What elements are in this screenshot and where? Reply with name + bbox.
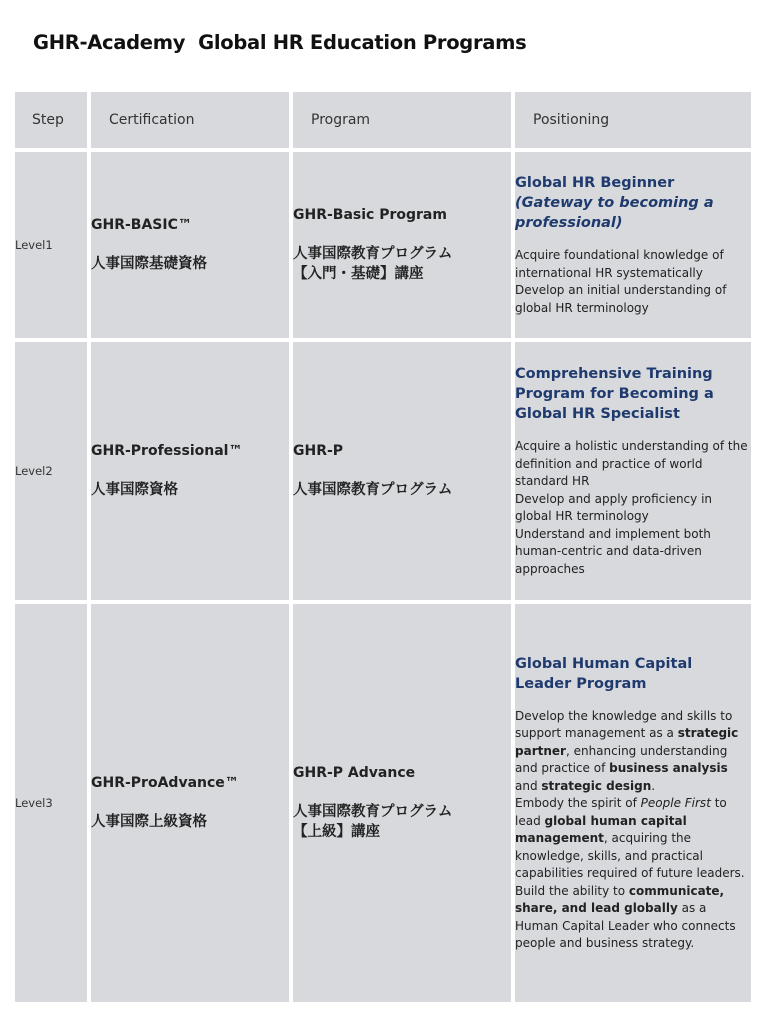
certification-jp: 人事国際資格	[91, 482, 178, 498]
page-title: GHR-Academy Global HR Education Programs	[33, 31, 527, 54]
program-cell	[293, 342, 511, 600]
table-row	[15, 152, 751, 338]
certification-name: GHR-Professional™	[91, 443, 243, 459]
program-cell	[293, 604, 511, 1002]
program-name: GHR-P	[293, 443, 344, 459]
header-row	[15, 92, 751, 148]
positioning-subtitle: (Gateway to becoming a professional)	[515, 195, 714, 231]
program-cell	[293, 152, 511, 338]
positioning-description: Acquire a holistic understanding of the definition and practice of world standard HR Develop and apply proficiency in global HR terminology Understand and implement both human-centric and data-driven approaches	[515, 439, 748, 576]
certification-cell	[91, 342, 289, 600]
certification-name: GHR-ProAdvance™	[91, 775, 239, 791]
program-jp: 人事国際教育プログラム 【上級】講座	[293, 804, 453, 840]
header-step: Step	[15, 92, 87, 148]
table-row	[15, 604, 751, 1002]
programs-table	[11, 88, 755, 1006]
positioning-title: Global HR Beginner (Gateway to becoming a professional)	[515, 173, 751, 233]
positioning-cell	[515, 152, 751, 338]
header-program: Program	[293, 92, 511, 148]
certification-jp: 人事国際基礎資格	[91, 256, 207, 272]
step-cell: Level2	[15, 342, 87, 600]
positioning-title: Global Human Capital Leader Program	[515, 655, 693, 692]
step-cell: Level3	[15, 604, 87, 1002]
program-jp: 人事国際教育プログラム 【入門・基礎】講座	[293, 246, 453, 282]
description-paragraph: Develop the knowledge and skills to support management as a strategic partner, enhancing understanding and practice of business analysis and strategic design.	[515, 708, 739, 793]
positioning-cell	[515, 342, 751, 600]
certification-cell	[91, 152, 289, 338]
positioning-description	[515, 708, 751, 953]
header-positioning: Positioning	[515, 92, 751, 148]
description-paragraph: Embody the spirit of People First to lead global human capital management, acquiring the knowledge, skills, and practical capabilities required of future leaders.	[515, 796, 745, 880]
description-paragraph: Build the ability to communicate, share, and lead globally as a Human Capital Leader who connects people and business strategy.	[515, 883, 736, 950]
program-name: GHR-P Advance	[293, 765, 416, 781]
positioning-description: Acquire foundational knowledge of international HR systematically Develop an initial understanding of global HR terminology	[515, 248, 727, 315]
positioning-title: Comprehensive Training Program for Becoming a Global HR Specialist	[515, 366, 714, 422]
program-name: GHR-Basic Program	[293, 207, 447, 223]
step-cell: Level1	[15, 152, 87, 338]
certification-name: GHR-BASIC™	[91, 217, 192, 233]
certification-jp: 人事国際上級資格	[91, 814, 207, 830]
certification-cell	[91, 604, 289, 1002]
table-row	[15, 342, 751, 600]
positioning-cell	[515, 604, 751, 1002]
program-jp: 人事国際教育プログラム	[293, 482, 453, 498]
header-certification: Certification	[91, 92, 289, 148]
